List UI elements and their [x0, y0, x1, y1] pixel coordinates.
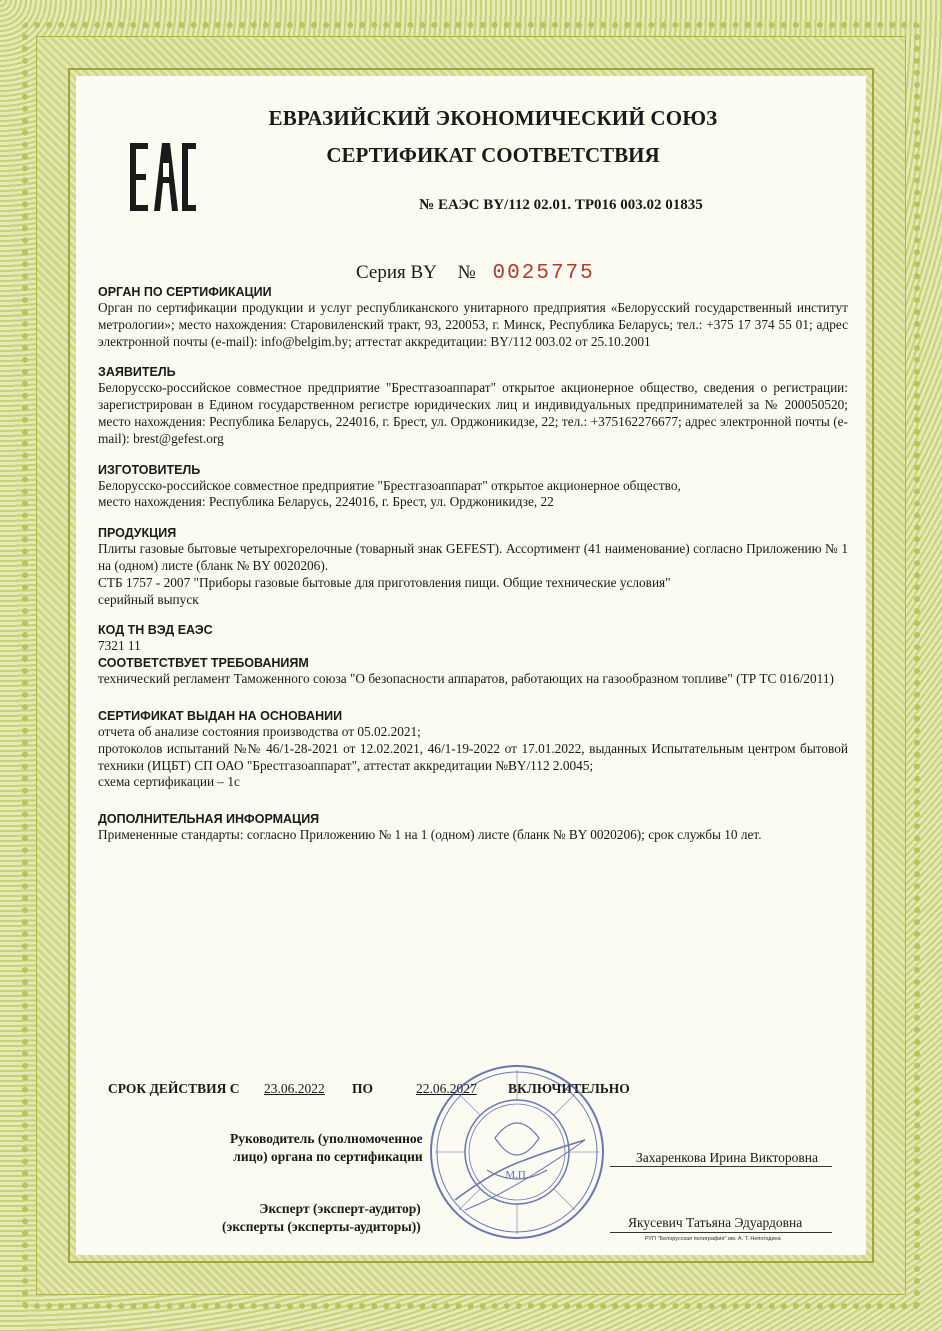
section-heading-hs-code: КОД ТН ВЭД ЕАЭС	[98, 623, 213, 638]
union-heading: ЕВРАЗИЙСКИЙ ЭКОНОМИЧЕСКИЙ СОЮЗ	[268, 106, 718, 130]
certificate-number: № ЕАЭС BY/112 02.01. ТР016 003.02 01835	[419, 197, 703, 213]
expert-role-line-1: Эксперт (эксперт-аудитор)	[259, 1201, 421, 1216]
conforms-text: технический регламент Таможенного союза "О безопасности аппаратов, работающих на газообразном топливе" (ТР ТС 016/2011)	[98, 671, 834, 687]
section-heading-conforms: СООТВЕТСТВУЕТ ТРЕБОВАНИЯМ	[98, 656, 309, 671]
head-role	[230, 1130, 423, 1166]
section-heading-basis: СЕРТИФИКАТ ВЫДАН НА ОСНОВАНИИ	[98, 708, 343, 723]
certificate-content	[98, 284, 848, 844]
expert-name: Якусевич Татьяна Эдуардовна	[628, 1215, 803, 1230]
series-line	[356, 262, 595, 285]
series-number: 0025775	[492, 262, 595, 285]
validity-from-date: 23.06.2022	[264, 1081, 325, 1096]
validity-label: СРОК ДЕЙСТВИЯ С	[108, 1081, 240, 1096]
head-signature-line	[610, 1166, 832, 1167]
head-name: Захаренкова Ирина Викторовна	[636, 1150, 818, 1165]
head-role-line-1: Руководитель (уполномоченное	[230, 1131, 423, 1146]
product-text: Плиты газовые бытовые четырехгорелочные (товарный знак GEFEST). Ассортимент (41 наименование) согласно Приложению № 1 на (одном) листе (бланк № BY 0020206).	[98, 541, 848, 573]
product-serial: серийный выпуск	[98, 591, 199, 607]
section-heading-product: ПРОДУКЦИЯ	[98, 526, 177, 541]
series-number-label: №	[457, 262, 476, 283]
validity-inclusive-label: ВКЛЮЧИТЕЛЬНО	[508, 1081, 630, 1096]
manufacturer-line-2: место нахождения: Республика Беларусь, 224016, г. Брест, ул. Орджоникидзе, 22	[98, 494, 554, 510]
additional-text: Примененные стандарты: согласно Приложению № 1 на 1 (одном) листе (бланк № BY 0020206); срок службы 10 лет.	[98, 827, 762, 843]
hs-code-value: 7321 11	[98, 638, 141, 654]
certificate-title: СЕРТИФИКАТ СООТВЕТСТВИЯ	[326, 143, 660, 167]
section-heading-manufacturer: ИЗГОТОВИТЕЛЬ	[98, 462, 201, 477]
series-label: Серия BY	[356, 262, 437, 283]
cert-body-text: Орган по сертификации продукции и услуг республиканского унитарного предприятия «Белорусский государственный институт метрологии»; место нахождения: Старовиленский тракт, 93, 220053, г. Минск, Республика Беларусь; тел.: +375 17 374 55 01; адрес электронной почты (e-mail): info@belgim.by; аттестат аккредитации: BY/112 003.02 от 25.10.2001	[98, 300, 848, 349]
section-heading-applicant: ЗАЯВИТЕЛЬ	[98, 365, 176, 380]
expert-role-line-2: (эксперты (эксперты-аудиторы))	[222, 1219, 421, 1234]
official-seal-stamp	[425, 1060, 610, 1245]
applicant-text: Белорусско-российское совместное предприятие "Брестгазоаппарат" открытое акционерное общество, сведения о регистрации: зарегистрирован в Едином государственном регистре юридических лиц и индивидуальных предпринимателей за № 200050520; место нахождения: Республика Беларусь, 224016, г. Брест, ул. Орджоникидзе, 22; тел.: +375162276677; адрес электронной почты (e-mail): brest@gefest.org	[98, 380, 848, 446]
seal-text: М.П.	[505, 1169, 529, 1181]
basis-text: протоколов испытаний №№ 46/1-28-2021 от 12.02.2021, 46/1-19-2022 от 17.01.2022, выданных Испытательным центром бытовой техники (ИЦБТ) СП ОАО "Брестгазоаппарат", аттестат аккредитации №BY/112 2.0045;	[98, 740, 848, 773]
head-role-line-2: лицо) органа по сертификации	[233, 1149, 423, 1164]
validity-po-label: ПО	[352, 1081, 374, 1096]
manufacturer-line-1: Белорусско-российское совместное предприятие "Брестгазоаппарат" открытое акционерное общество,	[98, 477, 681, 493]
validity-to-date: 22.06.2027	[416, 1081, 477, 1096]
basis-line-1: отчета об анализе состояния производства от 05.02.2021;	[98, 723, 421, 739]
product-standard: СТБ 1757 - 2007 "Приборы газовые бытовые для приготовления пищи. Общие технические условия"	[98, 574, 671, 590]
expert-signature-line	[610, 1232, 832, 1233]
section-heading-cert-body: ОРГАН ПО СЕРТИФИКАЦИИ	[98, 285, 272, 299]
printer-note: РУП "Белорусская полиграфия" им. А. Т. Непогодина	[645, 1236, 781, 1242]
section-heading-additional: ДОПОЛНИТЕЛЬНАЯ ИНФОРМАЦИЯ	[98, 812, 320, 827]
basis-scheme: схема сертификации – 1с	[98, 774, 240, 790]
expert-role	[222, 1200, 421, 1236]
